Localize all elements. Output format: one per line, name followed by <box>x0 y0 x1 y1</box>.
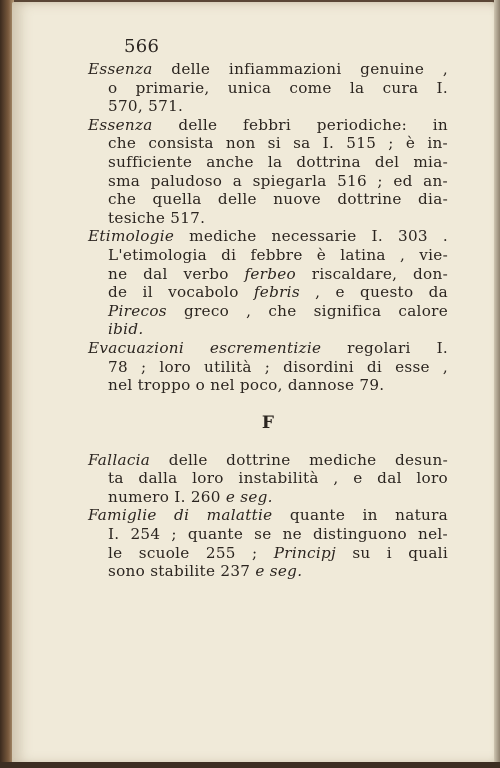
index-entry <box>88 116 448 228</box>
italic-term: e seg. <box>225 487 273 506</box>
italic-term: Principj <box>273 543 337 562</box>
entry-text: greco , che significa calore <box>166 301 448 320</box>
italic-term: e seg. <box>255 562 303 581</box>
page-number: 566 <box>124 36 160 57</box>
italic-term: Pirecos <box>108 301 167 320</box>
entry-line: sma paludoso a spiegarla 516 ; ed an- <box>108 171 448 190</box>
index-entry <box>88 339 448 395</box>
entry-line <box>88 265 448 284</box>
entry-line <box>88 469 448 488</box>
entry-text: riscaldare, don- <box>295 264 449 283</box>
italic-term: Evacuazioni escrementizie <box>88 338 322 357</box>
italic-term: febris <box>253 283 300 302</box>
section-letter: F <box>261 412 275 433</box>
entry-text: le scuole 255 ; <box>108 543 274 562</box>
entry-text: mediche necessarie I. 303 . <box>174 227 448 246</box>
entry-line <box>88 302 448 321</box>
entry-text: delle febbri periodiche: in <box>152 115 448 134</box>
entry-first-line <box>88 60 448 79</box>
entry-text: regolari I. <box>321 338 449 357</box>
entry-line <box>88 562 448 581</box>
italic-term: Fallacia <box>88 450 151 469</box>
page-content <box>88 36 448 581</box>
entry-line: sufficiente anche la dottrina del mia- <box>108 152 448 171</box>
index-entry <box>88 227 448 339</box>
entry-line: o primarie, unica come la cura I. <box>108 78 448 97</box>
entry-line: 78 ; loro utilità ; disordini di esse , <box>108 357 448 376</box>
entry-text: su i quali <box>336 543 448 562</box>
italic-term: ibid. <box>108 320 144 339</box>
entry-text: ta dalla loro instabilità , e dal loro <box>108 469 448 488</box>
entry-line <box>88 525 448 544</box>
entry-text: I. 254 ; quante se ne distinguono nel- <box>108 525 448 544</box>
entry-first-line <box>88 339 448 358</box>
entry-line: che quella delle nuove dottrine dia- <box>108 190 448 209</box>
entry-text: sono stabilite 237 <box>108 562 256 581</box>
italic-term: Essenza <box>88 60 153 78</box>
entry-text: quante in natura <box>272 506 448 525</box>
entry-line <box>88 488 448 507</box>
entry-line: tesiche 517. <box>108 208 206 227</box>
entry-text: numero I. 260 <box>108 487 226 506</box>
entry-line <box>88 283 448 302</box>
italic-term: Etimologie <box>88 227 175 246</box>
italic-term: ferbeo <box>244 264 296 283</box>
entry-line: 570, 571. <box>108 97 184 116</box>
entry-first-line <box>88 227 448 246</box>
entry-first-line <box>88 116 448 135</box>
entry-line <box>88 544 448 563</box>
entry-text: delle infiammazioni genuine , <box>152 60 448 78</box>
page-edge-right <box>494 0 500 768</box>
italic-term: Essenza <box>88 115 153 134</box>
index-entry <box>88 451 448 507</box>
entry-line <box>88 320 448 339</box>
entry-text: ne dal verbo <box>108 264 245 283</box>
italic-term: Famiglie di malattie <box>88 506 273 525</box>
entry-line <box>88 246 448 265</box>
index-entry <box>88 60 448 116</box>
entry-text: delle dottrine mediche desun- <box>150 450 448 469</box>
entry-line: nel troppo o nel poco, dannose 79. <box>108 376 385 395</box>
entry-first-line <box>88 451 448 470</box>
index-entry <box>88 506 448 580</box>
index-block-f <box>88 451 448 581</box>
entry-text: L'etimologia di febbre è latina , vie- <box>108 245 448 264</box>
entry-text: , e questo da <box>299 283 449 302</box>
index-block-e <box>88 60 448 395</box>
entry-line: che consista non si sa I. 515 ; è in- <box>108 134 448 153</box>
entry-first-line <box>88 506 448 525</box>
book-bottom-edge <box>0 762 500 768</box>
entry-text: de il vocabolo <box>108 283 254 302</box>
